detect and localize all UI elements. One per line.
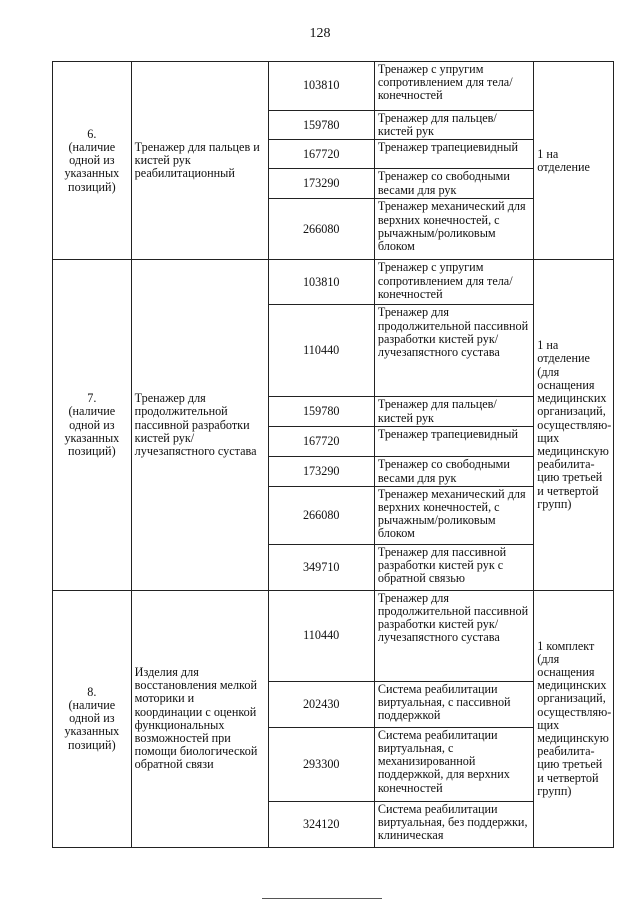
description-cell: Тренажер для пассивной разработки кистей рук с обратной связью: [374, 544, 533, 590]
description-cell: Система реабилитации виртуальная, с механизированной поддержкой, для верхних конечностей: [374, 727, 533, 801]
code-cell: 293300: [268, 727, 374, 801]
description-cell: Тренажер для продолжительной пассивной разработки кистей рук/лучезапястного сустава: [374, 305, 533, 397]
description-cell: Тренажер со свободными весами для рук: [374, 457, 533, 486]
description-cell: Система реабилитации виртуальная, с пассивной поддержкой: [374, 681, 533, 727]
position-number: 6.: [87, 126, 97, 141]
code-cell: 349710: [268, 544, 374, 590]
table-row: [53, 260, 614, 305]
quantity-cell: 1 на отделение: [534, 62, 614, 260]
position-note: (наличие одной из указанных позиций): [64, 698, 120, 752]
position-note: (наличие одной из указанных позиций): [64, 404, 120, 458]
table-row: [53, 590, 614, 681]
item-name: Изделия для восстановления мелкой моторики и координации с оценкой функциональных возможностей при помощи биологической обратной связи: [131, 590, 268, 847]
code-cell: 324120: [268, 801, 374, 847]
code-cell: 167720: [268, 427, 374, 457]
description-cell: Тренажер для продолжительной пассивной разработки кистей рук/лучезапястного сустава: [374, 590, 533, 681]
page-number: 128: [309, 26, 331, 41]
code-cell: 159780: [268, 397, 374, 427]
table-body: [53, 62, 614, 848]
description-cell: Тренажер трапециевидный: [374, 140, 533, 169]
position-cell: [53, 590, 132, 847]
description-cell: Тренажер с упругим сопротивлением для тела/ конечностей: [374, 62, 533, 111]
description-cell: Тренажер со свободными весами для рук: [374, 169, 533, 199]
code-cell: 103810: [268, 260, 374, 305]
description-cell: Тренажер механический для верхних конечностей, с рычажным/роликовым блоком: [374, 486, 533, 544]
code-cell: 173290: [268, 457, 374, 486]
quantity-cell: 1 комплект (для оснащения медицинских организаций, осуществляю-щих медицинскую реабилита-цию третьей и четвертой групп): [534, 590, 614, 847]
equipment-table: [52, 61, 614, 848]
item-name: Тренажер для продолжительной пассивной разработки кистей рук/лучезапястного сустава: [131, 260, 268, 590]
table-row: [53, 62, 614, 111]
code-cell: 159780: [268, 111, 374, 140]
position-note: (наличие одной из указанных позиций): [64, 139, 120, 194]
code-cell: 202430: [268, 681, 374, 727]
code-cell: 103810: [268, 62, 374, 111]
footer-rule: [262, 898, 382, 899]
description-cell: Система реабилитации виртуальная, без поддержки, клиническая: [374, 801, 533, 847]
quantity-cell: 1 на отделение (для оснащения медицинских организаций, осуществляю-щих медицинскую реабилита-цию третьей и четвертой групп): [534, 260, 614, 590]
position-cell: [53, 260, 132, 590]
code-cell: 173290: [268, 169, 374, 199]
description-cell: Тренажер с упругим сопротивлением для тела/конечностей: [374, 260, 533, 305]
code-cell: 266080: [268, 486, 374, 544]
description-cell: Тренажер трапециевидный: [374, 427, 533, 457]
position-cell: [53, 62, 132, 260]
description-cell: Тренажер для пальцев/кистей рук: [374, 397, 533, 427]
position-number: 7.: [87, 391, 97, 406]
code-cell: 167720: [268, 140, 374, 169]
item-name: Тренажер для пальцев и кистей рук реабилитационный: [131, 62, 268, 260]
position-number: 8.: [87, 684, 97, 699]
code-cell: 110440: [268, 590, 374, 681]
code-cell: 110440: [268, 305, 374, 397]
description-cell: Тренажер механический для верхних конечностей, с рычажным/роликовым блоком: [374, 199, 533, 260]
description-cell: Тренажер для пальцев/кистей рук: [374, 111, 533, 140]
code-cell: 266080: [268, 199, 374, 260]
